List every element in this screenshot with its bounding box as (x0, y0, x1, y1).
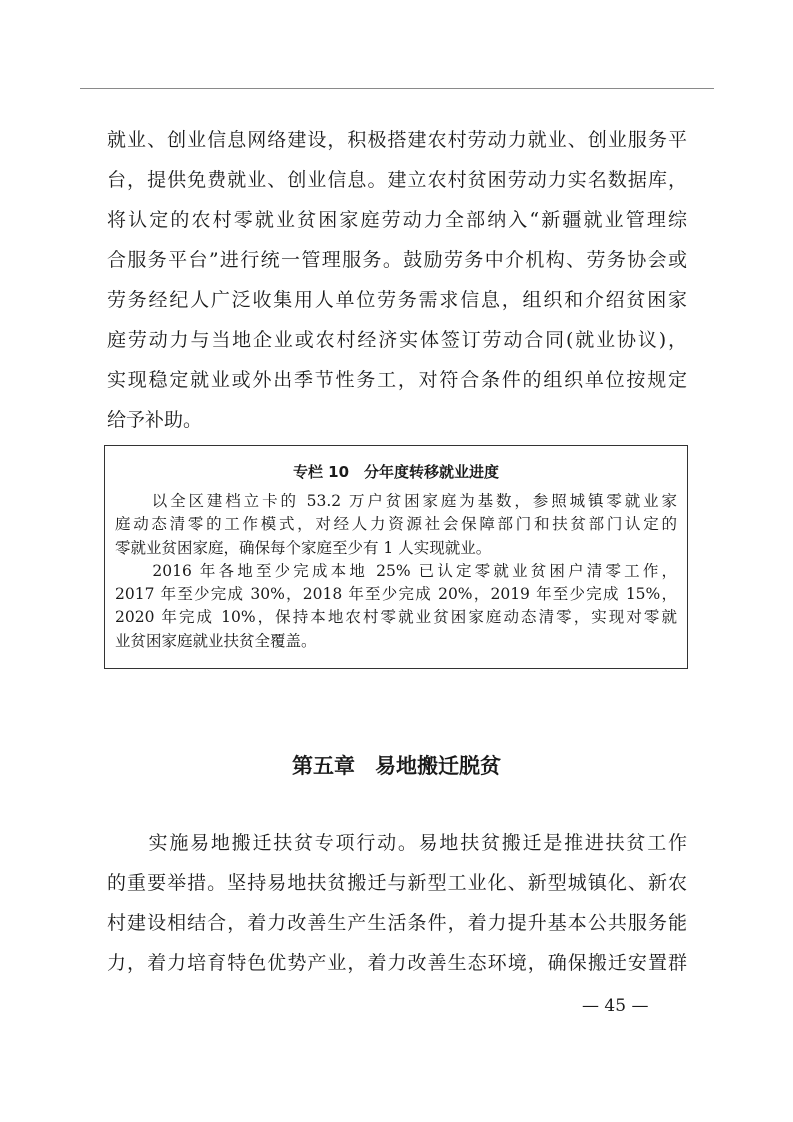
page-number: — 45 — (582, 996, 649, 1016)
text-line: 庭劳动力与当地企业或农村经济实体签订劳动合同(就业协议)， (107, 329, 687, 351)
text-line: 合服务平台”进行统一管理服务。鼓励劳务中介机构、劳务协会或 (107, 249, 687, 271)
box-body (115, 490, 677, 653)
text-line: 将认定的农村零就业贫困家庭劳动力全部纳入“新疆就业管理综 (107, 209, 687, 231)
sidebar-box-column-10 (104, 445, 688, 669)
box-line: 2017 年至少完成 30%，2018 年至少完成 20%，2019 年至少完成 15%， (115, 585, 677, 604)
box-title: 专栏 10 分年度转移就业进度 (292, 463, 500, 481)
box-line: 2016 年各地至少完成本地 25% 已认定零就业贫困户清零工作， (115, 561, 677, 580)
chapter-number: 第五章 (292, 754, 355, 778)
text-line: 就业、创业信息网络建设，积极搭建农村劳动力就业、创业服务平 (107, 129, 687, 151)
text-line: 劳务经纪人广泛收集用人单位劳务需求信息，组织和介绍贫困家 (107, 289, 687, 311)
text-line: 的重要举措。坚持易地扶贫搬迁与新型工业化、新型城镇化、新农 (107, 872, 687, 894)
text-line: 力，着力培育特色优势产业，着力改善生态环境，确保搬迁安置群 (107, 952, 687, 974)
chapter-title: 易地搬迁脱贫 (375, 754, 501, 778)
text-line: 村建设相结合，着力改善生产生活条件，着力提升基本公共服务能 (107, 912, 687, 934)
header-rule (80, 88, 714, 89)
text-line: 给予补助。 (107, 409, 203, 431)
box-line: 2020 年完成 10%，保持本地农村零就业贫困家庭动态清零，实现对零就 (115, 608, 677, 627)
chapter-heading (0, 752, 793, 780)
box-line: 庭动态清零的工作模式，对经人力资源社会保障部门和扶贫部门认定的 (115, 515, 677, 534)
body-paragraph-employment (107, 120, 687, 440)
body-paragraph-relocation (107, 823, 687, 983)
box-line: 业贫困家庭就业扶贫全覆盖。 (115, 631, 317, 650)
box-line: 以全区建档立卡的 53.2 万户贫困家庭为基数，参照城镇零就业家 (115, 492, 677, 510)
text-line: 台，提供免费就业、创业信息。建立农村贫困劳动力实名数据库， (107, 169, 687, 191)
text-line: 实现稳定就业或外出季节性务工，对符合条件的组织单位按规定 (107, 369, 687, 391)
box-line: 零就业贫困家庭，确保每个家庭至少有 1 人实现就业。 (115, 538, 492, 557)
text-line: 实施易地搬迁扶贫专项行动。易地扶贫搬迁是推进扶贫工作 (107, 832, 687, 854)
